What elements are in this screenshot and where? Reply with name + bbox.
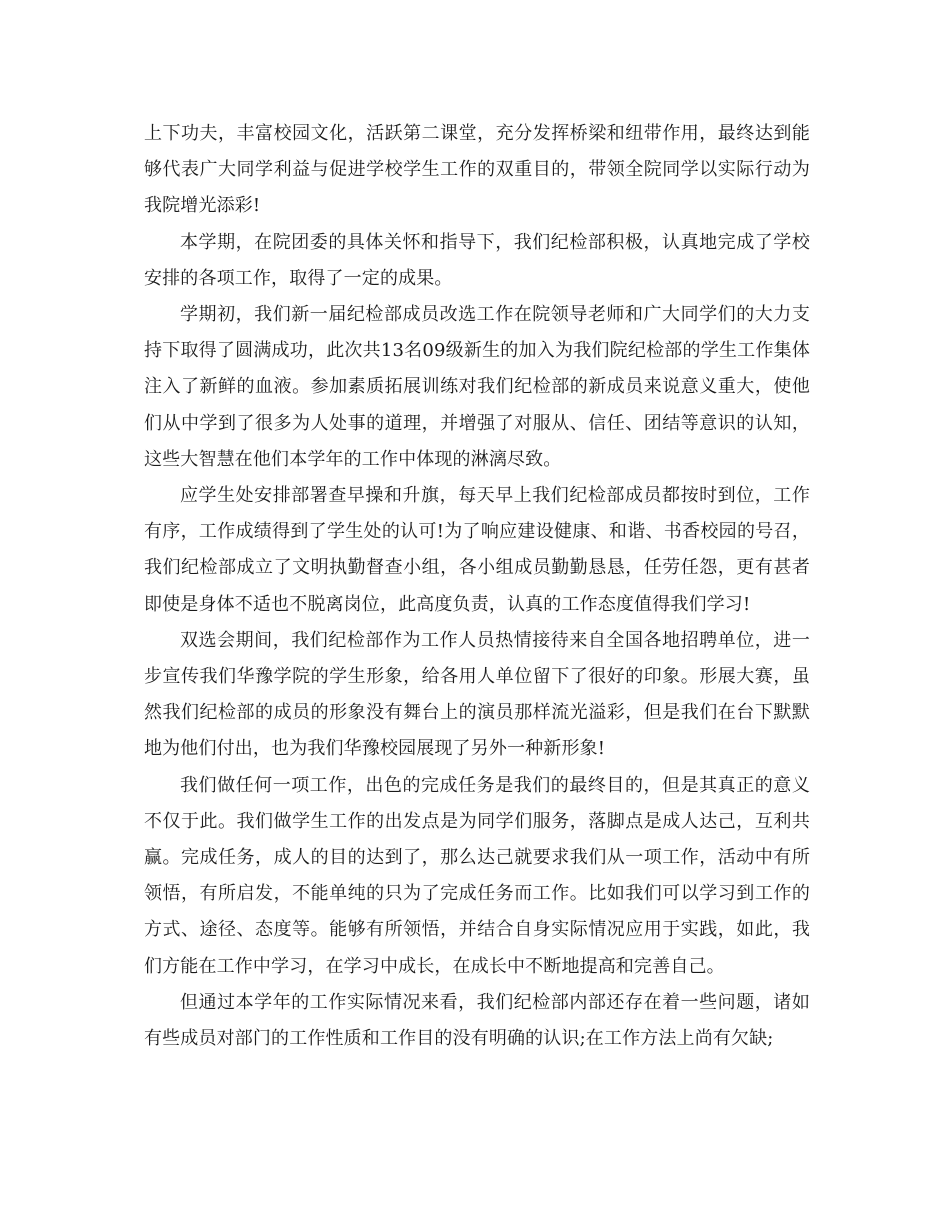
paragraph-morning-inspection: 应学生处安排部署查早操和升旗，每天早上我们纪检部成员都按时到位，工作有序，工作成绩得到了学生处的认可!为了响应建设健康、和谐、书香校园的号召，我们纪检部成立了文明执勤督查小组，各小组成员勤勤恳恳，任劳任怨，更有甚者即使是身体不适也不脱离岗位，此高度负责，认真的工作态度值得我们学习! <box>144 485 810 615</box>
paragraph-job-fair: 双选会期间，我们纪检部作为工作人员热情接待来自全国各地招聘单位，进一步宣传我们华豫学院的学生形象，给各用人单位留下了很好的印象。形展大赛，虽然我们纪检部的成员的形象没有舞台上的演员那样流光溢彩，但是我们在台下默默地为他们付出，也为我们华豫校园展现了另外一种新形象! <box>144 629 810 760</box>
paragraph-new-members: 学期初，我们新一届纪检部成员改选工作在院领导老师和广大同学们的大力支持下取得了圆满成功，此次共13名09级新生的加入为我们院纪检部的学生工作集体注入了新鲜的血液。参加素质拓展训练对我们纪检部的新成员来说意义重大，使他们从中学到了很多为人处事的道理，并增强了对服从、信任、团结等意识的认知，这些大智慧在他们本学年的工作中体现的淋漓尽致。 <box>144 304 810 470</box>
document-body <box>144 116 810 1057</box>
paragraph-work-meaning: 我们做任何一项工作，出色的完成任务是我们的最终目的，但是其真正的意义不仅于此。我们做学生工作的出发点是为同学们服务，落脚点是成人达己，互利共赢。完成任务，成人的目的达到了，那么达己就要求我们从一项工作，活动中有所领悟，有所启发，不能单纯的只为了完成任务而工作。比如我们可以学习到工作的方式、途径、态度等。能够有所领悟，并结合自身实际情况应用于实践，如此，我们方能在工作中学习，在学习中成长，在成长中不断地提高和完善自己。 <box>144 774 810 977</box>
paragraph-continuation: 上下功夫，丰富校园文化，活跃第二课堂，充分发挥桥梁和纽带作用，最终达到能够代表广大同学利益与促进学校学生工作的双重目的，带领全院同学以实际行动为我院增光添彩! <box>144 123 810 217</box>
paragraph-problems: 但通过本学年的工作实际情况来看，我们纪检部内部还存在着一些问题，诸如有些成员对部门的工作性质和工作目的没有明确的认识;在工作方法上尚有欠缺; <box>144 991 810 1050</box>
paragraph-semester-overview: 本学期，在院团委的具体关怀和指导下，我们纪检部积极，认真地完成了学校安排的各项工作，取得了一定的成果。 <box>144 231 810 289</box>
